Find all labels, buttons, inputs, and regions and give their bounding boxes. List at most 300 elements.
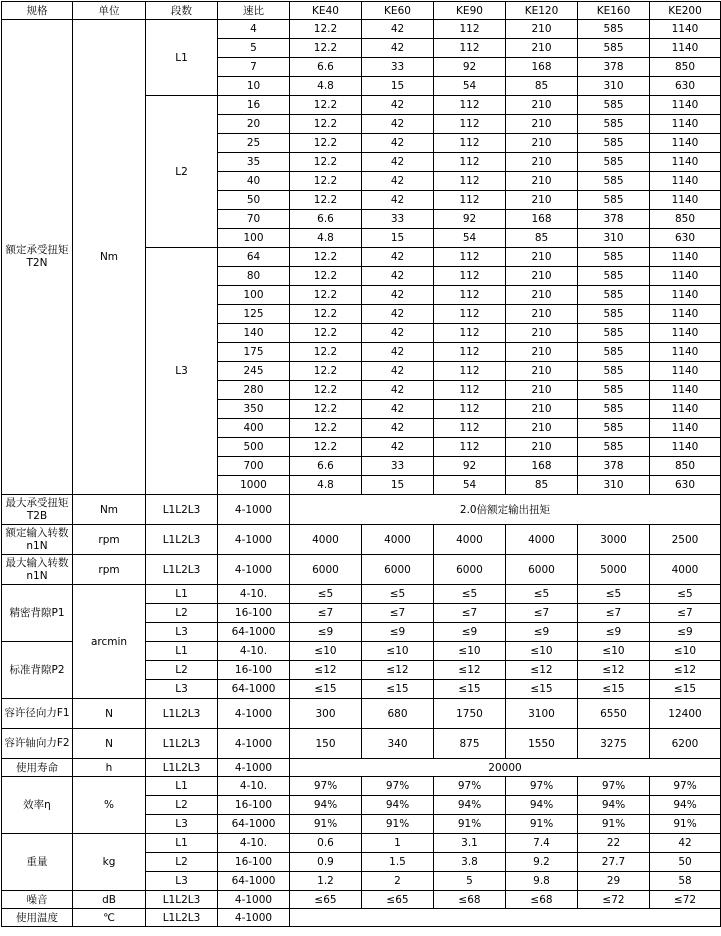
stage-cell: L1L2L3 (146, 909, 218, 927)
table-row (2, 891, 721, 909)
value-cell: 12.2 (290, 438, 362, 457)
ratio-cell: 16 (218, 96, 290, 115)
value-cell: 54 (434, 476, 506, 495)
value-cell: 1750 (434, 699, 506, 729)
unit-cell: rpm (73, 555, 146, 585)
ratio-cell: 10 (218, 77, 290, 96)
value-cell: ≤12 (650, 661, 721, 680)
value-cell: 97% (506, 777, 578, 796)
value-cell: 91% (434, 815, 506, 834)
value-cell: 378 (578, 210, 650, 229)
value-cell: ≤15 (290, 680, 362, 699)
ratio-cell: 175 (218, 343, 290, 362)
value-cell: 85 (506, 77, 578, 96)
value-cell: ≤5 (650, 585, 721, 604)
value-cell: 585 (578, 419, 650, 438)
unit-cell: dB (73, 891, 146, 909)
ratio-cell: 4-1000 (218, 495, 290, 525)
stage-cell: L1L2L3 (146, 525, 218, 555)
value-cell: 91% (650, 815, 721, 834)
empty-merged-cell (290, 909, 721, 927)
ratio-cell: 100 (218, 286, 290, 305)
value-cell: ≤10 (362, 642, 434, 661)
value-cell: 585 (578, 324, 650, 343)
value-cell: 1140 (650, 362, 721, 381)
stage-cell: L1 (146, 777, 218, 796)
value-cell: 42 (362, 191, 434, 210)
stage-cell: L2 (146, 853, 218, 872)
stage-cell: L3 (146, 872, 218, 891)
ratio-cell: 4-10. (218, 834, 290, 853)
value-cell: 112 (434, 39, 506, 58)
value-cell: ≤7 (650, 604, 721, 623)
value-cell: 210 (506, 305, 578, 324)
value-cell: 4.8 (290, 229, 362, 248)
ratio-cell: 100 (218, 229, 290, 248)
value-cell: 12.2 (290, 39, 362, 58)
unit-cell: rpm (73, 525, 146, 555)
value-cell: ≤12 (362, 661, 434, 680)
value-cell: 2500 (650, 525, 721, 555)
value-cell: 340 (362, 729, 434, 759)
value-cell: 1140 (650, 305, 721, 324)
value-cell: 680 (362, 699, 434, 729)
value-cell: 112 (434, 191, 506, 210)
value-cell: ≤9 (362, 623, 434, 642)
value-cell: 1140 (650, 134, 721, 153)
value-cell: 112 (434, 153, 506, 172)
value-cell: 112 (434, 134, 506, 153)
value-cell: 875 (434, 729, 506, 759)
value-cell: 94% (506, 796, 578, 815)
unit-cell: N (73, 729, 146, 759)
value-cell: 12.2 (290, 305, 362, 324)
value-cell: 112 (434, 96, 506, 115)
value-cell: ≤9 (650, 623, 721, 642)
value-cell: 112 (434, 286, 506, 305)
value-cell: 210 (506, 324, 578, 343)
value-cell: 42 (362, 381, 434, 400)
value-cell: 585 (578, 381, 650, 400)
value-cell: 27.7 (578, 853, 650, 872)
ratio-cell: 1000 (218, 476, 290, 495)
value-cell: 112 (434, 343, 506, 362)
value-cell: 210 (506, 362, 578, 381)
value-cell: 12.2 (290, 20, 362, 39)
value-cell: ≤10 (650, 642, 721, 661)
value-cell: 91% (362, 815, 434, 834)
spec-label: 重量 (2, 834, 73, 891)
value-cell: 210 (506, 134, 578, 153)
value-cell: 12.2 (290, 96, 362, 115)
stage-cell: L2 (146, 796, 218, 815)
ratio-cell: 64-1000 (218, 872, 290, 891)
spec-label: 使用温度 (2, 909, 73, 927)
value-cell: 585 (578, 134, 650, 153)
table-row (2, 20, 721, 39)
value-cell: 210 (506, 343, 578, 362)
value-cell: 112 (434, 305, 506, 324)
value-cell: 91% (506, 815, 578, 834)
value-cell: 42 (362, 438, 434, 457)
spec-label: 容许径向力F1 (2, 699, 73, 729)
value-cell: 585 (578, 172, 650, 191)
value-cell: 112 (434, 419, 506, 438)
value-cell: 300 (290, 699, 362, 729)
value-cell: 42 (362, 324, 434, 343)
spec-label: 额定承受扭矩T2N (2, 20, 73, 495)
value-cell: ≤5 (434, 585, 506, 604)
stage-cell: L1L2L3 (146, 495, 218, 525)
value-cell: 42 (362, 400, 434, 419)
value-cell: 9.8 (506, 872, 578, 891)
value-cell: 210 (506, 248, 578, 267)
value-cell: 1140 (650, 20, 721, 39)
ratio-cell: 700 (218, 457, 290, 476)
value-cell: 42 (362, 343, 434, 362)
ratio-cell: 20 (218, 115, 290, 134)
value-cell: 97% (650, 777, 721, 796)
unit-cell: Nm (73, 495, 146, 525)
value-cell: 12.2 (290, 362, 362, 381)
table-body (2, 20, 721, 927)
value-cell: ≤65 (290, 891, 362, 909)
ratio-cell: 4-1000 (218, 759, 290, 777)
value-cell: 42 (362, 305, 434, 324)
merged-value-cell: 2.0倍额定输出扭矩 (290, 495, 721, 525)
value-cell: 112 (434, 172, 506, 191)
value-cell: 585 (578, 115, 650, 134)
value-cell: 310 (578, 77, 650, 96)
ratio-cell: 245 (218, 362, 290, 381)
table-row (2, 777, 721, 796)
value-cell: 150 (290, 729, 362, 759)
value-cell: 112 (434, 115, 506, 134)
value-cell: 15 (362, 229, 434, 248)
value-cell: 58 (650, 872, 721, 891)
value-cell: 91% (290, 815, 362, 834)
table-row (2, 759, 721, 777)
value-cell: 1140 (650, 191, 721, 210)
table-row (2, 585, 721, 604)
header-unit: 单位 (73, 2, 146, 20)
value-cell: 585 (578, 438, 650, 457)
value-cell: 42 (362, 96, 434, 115)
stage-cell: L1L2L3 (146, 699, 218, 729)
ratio-cell: 16-100 (218, 853, 290, 872)
value-cell: 4.8 (290, 77, 362, 96)
value-cell: 6000 (290, 555, 362, 585)
value-cell: 585 (578, 191, 650, 210)
value-cell: 210 (506, 20, 578, 39)
header-spec: 规格 (2, 2, 73, 20)
value-cell: 6.6 (290, 457, 362, 476)
unit-cell: Nm (73, 20, 146, 495)
value-cell: ≤10 (578, 642, 650, 661)
table-row (2, 495, 721, 525)
stage-cell: L3 (146, 680, 218, 699)
value-cell: 1140 (650, 172, 721, 191)
spec-table (1, 1, 721, 927)
value-cell: ≤15 (578, 680, 650, 699)
value-cell: ≤12 (506, 661, 578, 680)
value-cell: 585 (578, 248, 650, 267)
value-cell: 310 (578, 476, 650, 495)
value-cell: 112 (434, 381, 506, 400)
value-cell: 4000 (290, 525, 362, 555)
value-cell: ≤15 (506, 680, 578, 699)
value-cell: 585 (578, 305, 650, 324)
value-cell: 12.2 (290, 324, 362, 343)
ratio-cell: 64-1000 (218, 623, 290, 642)
ratio-cell: 40 (218, 172, 290, 191)
value-cell: 12.2 (290, 134, 362, 153)
value-cell: 42 (362, 134, 434, 153)
header-ratio: 速比 (218, 2, 290, 20)
value-cell: ≤10 (290, 642, 362, 661)
spec-label: 使用寿命 (2, 759, 73, 777)
value-cell: 1140 (650, 343, 721, 362)
value-cell: 210 (506, 191, 578, 210)
value-cell: 3.8 (434, 853, 506, 872)
value-cell: 94% (290, 796, 362, 815)
value-cell: 42 (650, 834, 721, 853)
value-cell: 6000 (506, 555, 578, 585)
value-cell: 4.8 (290, 476, 362, 495)
value-cell: 1140 (650, 267, 721, 286)
value-cell: 210 (506, 400, 578, 419)
value-cell: 33 (362, 457, 434, 476)
value-cell: 1140 (650, 438, 721, 457)
header-model: KE60 (362, 2, 434, 20)
stage-cell: L1 (146, 834, 218, 853)
value-cell: ≤12 (578, 661, 650, 680)
spec-label: 最大承受扭矩T2B (2, 495, 73, 525)
table-row (2, 525, 721, 555)
ratio-cell: 4 (218, 20, 290, 39)
value-cell: 1.5 (362, 853, 434, 872)
value-cell: 94% (578, 796, 650, 815)
value-cell: 310 (578, 229, 650, 248)
value-cell: 168 (506, 210, 578, 229)
value-cell: 97% (290, 777, 362, 796)
value-cell: 210 (506, 96, 578, 115)
ratio-cell: 7 (218, 58, 290, 77)
value-cell: 29 (578, 872, 650, 891)
value-cell: 378 (578, 58, 650, 77)
value-cell: 42 (362, 248, 434, 267)
value-cell: 85 (506, 229, 578, 248)
value-cell: 210 (506, 419, 578, 438)
value-cell: 112 (434, 362, 506, 381)
ratio-cell: 4-10. (218, 642, 290, 661)
table-row (2, 729, 721, 759)
stage-cell: L3 (146, 815, 218, 834)
value-cell: 1140 (650, 248, 721, 267)
ratio-cell: 16-100 (218, 796, 290, 815)
stage-cell: L1 (146, 585, 218, 604)
value-cell: 33 (362, 58, 434, 77)
value-cell: 112 (434, 248, 506, 267)
value-cell: 33 (362, 210, 434, 229)
value-cell: 585 (578, 20, 650, 39)
ratio-cell: 4-1000 (218, 525, 290, 555)
ratio-cell: 50 (218, 191, 290, 210)
value-cell: 42 (362, 362, 434, 381)
value-cell: 585 (578, 39, 650, 58)
value-cell: 5 (434, 872, 506, 891)
stage-cell: L3 (146, 623, 218, 642)
value-cell: 1140 (650, 381, 721, 400)
value-cell: 97% (578, 777, 650, 796)
value-cell: ≤5 (362, 585, 434, 604)
value-cell: 9.2 (506, 853, 578, 872)
value-cell: 12.2 (290, 267, 362, 286)
stage-cell: L1L2L3 (146, 555, 218, 585)
value-cell: ≤9 (506, 623, 578, 642)
value-cell: ≤72 (578, 891, 650, 909)
value-cell: ≤65 (362, 891, 434, 909)
ratio-cell: 25 (218, 134, 290, 153)
ratio-cell: 350 (218, 400, 290, 419)
value-cell: 12.2 (290, 343, 362, 362)
value-cell: 12.2 (290, 153, 362, 172)
header-model: KE120 (506, 2, 578, 20)
value-cell: 210 (506, 39, 578, 58)
value-cell: 22 (578, 834, 650, 853)
ratio-cell: 4-10. (218, 777, 290, 796)
value-cell: 850 (650, 210, 721, 229)
value-cell: 7.4 (506, 834, 578, 853)
value-cell: 630 (650, 476, 721, 495)
unit-cell: ℃ (73, 909, 146, 927)
value-cell: ≤10 (506, 642, 578, 661)
value-cell: 1.2 (290, 872, 362, 891)
value-cell: 210 (506, 115, 578, 134)
stage-cell: L2 (146, 96, 218, 248)
value-cell: 92 (434, 210, 506, 229)
spec-label: 标准背隙P2 (2, 642, 73, 699)
ratio-cell: 4-1000 (218, 909, 290, 927)
stage-cell: L1 (146, 642, 218, 661)
value-cell: 50 (650, 853, 721, 872)
value-cell: 0.6 (290, 834, 362, 853)
ratio-cell: 4-1000 (218, 555, 290, 585)
ratio-cell: 70 (218, 210, 290, 229)
value-cell: 1140 (650, 115, 721, 134)
ratio-cell: 400 (218, 419, 290, 438)
value-cell: 210 (506, 381, 578, 400)
stage-cell: L3 (146, 248, 218, 495)
stage-cell: L2 (146, 604, 218, 623)
value-cell: 112 (434, 438, 506, 457)
value-cell: 97% (362, 777, 434, 796)
value-cell: 3100 (506, 699, 578, 729)
ratio-cell: 64-1000 (218, 815, 290, 834)
value-cell: 12.2 (290, 115, 362, 134)
value-cell: 210 (506, 286, 578, 305)
value-cell: ≤9 (578, 623, 650, 642)
value-cell: 6000 (362, 555, 434, 585)
value-cell: ≤10 (434, 642, 506, 661)
value-cell: 1140 (650, 39, 721, 58)
value-cell: 5000 (578, 555, 650, 585)
spec-label: 噪音 (2, 891, 73, 909)
value-cell: 92 (434, 457, 506, 476)
unit-cell: % (73, 777, 146, 834)
ratio-cell: 280 (218, 381, 290, 400)
value-cell: ≤68 (434, 891, 506, 909)
value-cell: ≤5 (578, 585, 650, 604)
value-cell: ≤7 (578, 604, 650, 623)
value-cell: 94% (362, 796, 434, 815)
value-cell: 4000 (650, 555, 721, 585)
value-cell: 1140 (650, 400, 721, 419)
value-cell: 42 (362, 286, 434, 305)
value-cell: 585 (578, 286, 650, 305)
header-model: KE160 (578, 2, 650, 20)
value-cell: 42 (362, 153, 434, 172)
value-cell: 850 (650, 58, 721, 77)
value-cell: 210 (506, 438, 578, 457)
spec-label: 精密背隙P1 (2, 585, 73, 642)
value-cell: 1140 (650, 324, 721, 343)
value-cell: 6.6 (290, 58, 362, 77)
header-model: KE40 (290, 2, 362, 20)
value-cell: ≤7 (362, 604, 434, 623)
value-cell: 585 (578, 362, 650, 381)
value-cell: 1140 (650, 96, 721, 115)
value-cell: ≤5 (290, 585, 362, 604)
value-cell: 112 (434, 20, 506, 39)
ratio-cell: 125 (218, 305, 290, 324)
value-cell: 1550 (506, 729, 578, 759)
ratio-cell: 64 (218, 248, 290, 267)
ratio-cell: 140 (218, 324, 290, 343)
value-cell: 6200 (650, 729, 721, 759)
value-cell: 6.6 (290, 210, 362, 229)
value-cell: 210 (506, 267, 578, 286)
value-cell: 92 (434, 58, 506, 77)
value-cell: ≤7 (290, 604, 362, 623)
ratio-cell: 4-10. (218, 585, 290, 604)
table-header (2, 2, 721, 20)
ratio-cell: 4-1000 (218, 699, 290, 729)
value-cell: 6550 (578, 699, 650, 729)
value-cell: 168 (506, 58, 578, 77)
unit-cell: arcmin (73, 585, 146, 699)
stage-cell: L1L2L3 (146, 729, 218, 759)
value-cell: 42 (362, 115, 434, 134)
value-cell: 12400 (650, 699, 721, 729)
value-cell: ≤7 (506, 604, 578, 623)
spec-label: 容许轴向力F2 (2, 729, 73, 759)
ratio-cell: 4-1000 (218, 729, 290, 759)
value-cell: 1 (362, 834, 434, 853)
ratio-cell: 16-100 (218, 604, 290, 623)
value-cell: 94% (434, 796, 506, 815)
value-cell: 1140 (650, 153, 721, 172)
value-cell: 850 (650, 457, 721, 476)
value-cell: 15 (362, 77, 434, 96)
ratio-cell: 5 (218, 39, 290, 58)
table-row (2, 909, 721, 927)
value-cell: 3000 (578, 525, 650, 555)
value-cell: 12.2 (290, 191, 362, 210)
value-cell: ≤12 (434, 661, 506, 680)
header-model: KE200 (650, 2, 721, 20)
stage-cell: L1L2L3 (146, 759, 218, 777)
